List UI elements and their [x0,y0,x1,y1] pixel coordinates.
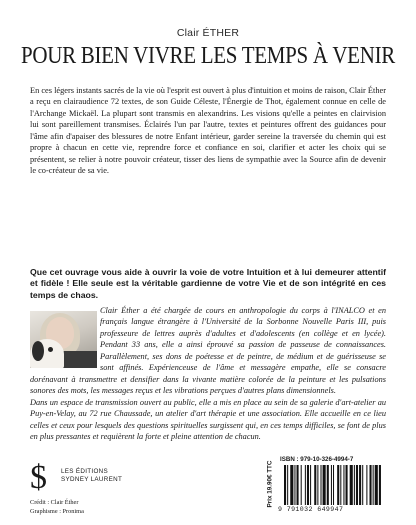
barcode-bar [284,465,286,505]
barcode-bar [356,465,358,505]
barcode-bar [290,465,293,505]
barcode-bar [350,465,353,505]
barcode [284,465,382,505]
barcode-bar [301,465,302,505]
barcode-bar [343,465,344,505]
publisher-name [61,468,122,484]
barcode-bar [320,465,321,505]
barcode-bar [379,465,381,505]
barcode-bar [369,465,371,505]
author-biography [30,305,386,442]
barcode-bar [333,465,334,505]
barcode-bar [323,465,326,505]
barcode-bar [337,465,339,505]
price-text: Prix 19.90€ TTC [266,460,274,508]
graphics-credit: Graphisme : Pronima [30,507,84,515]
author-name: Clair ÉTHER [176,27,240,39]
barcode-bar [366,465,367,505]
barcode-bar [354,465,355,505]
barcode-bar [327,465,329,505]
barcode-bar [297,465,299,505]
barcode-bar [310,465,311,505]
barcode-bar [375,465,378,505]
barcode-bar [340,465,341,505]
barcode-bar [359,465,361,505]
barcode-bar [305,465,306,505]
price-label [265,455,275,513]
book-title: POUR BIEN VIVRE LES TEMPS À VENIR [21,41,395,69]
publisher-name-line-2: SYDNEY LAURENT [61,476,123,484]
barcode-digits: 9 791032 649947 [278,506,344,513]
barcode-bar [346,465,348,505]
barcode-bar [331,465,332,505]
barcode-bar [317,465,318,505]
intro-paragraph: En ces légers instants sacrés de la vie où l'esprit est ouvert à plus d'intuition et moins de raison, Clair Éther a reçu en clairaudience 72 textes, de son Guide Céleste, l'Énergie de Thot, également connue en celle de l'Archange Mickaël. La plupart sont transmis en alexandrins. Les visions qu'elle a peintes en clairvision lui sont pareillement transmises. Éclairés l'un par l'autre, textes et peintures offrent des guidances pour l'âme afin d'apaiser des blessures de notre Enfant intérieur, garder sereine la traversée du chemin qui est propre à chacun en cette vie, reprendre force et confiance en soi, clarifier et acter les choix qui se présentent, se relier à notre pouvoir créateur, tisser des liens de sympathie avec la Source afin de devenir le co-créateur de sa vie. [30,86,386,176]
barcode-bar [373,465,374,505]
highlight-paragraph: Que cet ouvrage vous aide à ouvrir la voie de votre Intuition et à lui demeurer attentif et fidèle ! Elle seule est la véritable gardienne de votre Vie et de son intégrité en ces temps de chaos. [30,267,386,300]
photo-credit: Crédit : Clair Éther [30,499,79,506]
publisher-name-line-1: LES ÉDITIONS [61,468,108,475]
photo-spacer [30,305,100,372]
barcode-bar [307,465,309,505]
biography-paragraph-2: Dans un espace de transmission ouvert au public, elle a mis en place au sein de sa galerie d'art-atelier au Puy-en-Velay, au 72 rue Chaussade, un atelier d'art thérapie et une association. Elle accueille en ce lieu celles et ceux pour lesquels des questions spirituelles surgissent qui, en ces temps difficiles, se font de plus en plus pressantes et requièrent la forte et pleine attention de chacun. [30,397,386,441]
biography-paragraph-1: Clair Éther a été chargée de cours en anthropologie du corps à l'INALCO et en français langue étrangère à l'Université de la Sorbonne Nouvelle Paris III, puis professeure de lettres auprès d'adultes et d'adolescents (en collège et en lycée). Pendant 33 ans, elle a ainsi éprouvé sa passion de passeuse de connaissances. Parallèlement, ses dons de poétesse et de peintre, de médium et de guérisseuse se sont affinés. Expérienceuse de l'âme et messagère empathe, elle se consacre dorénavant à transmettre et densifier dans la vivante matière colorée de la peinture et les pulsations sonores des mots, les messages reçus et les vibrations perçues d'autres plans dimensionnels. [30,306,386,396]
barcode-bar [287,465,288,505]
credits [30,499,84,517]
barcode-area [276,456,386,516]
barcode-bar [294,465,295,505]
isbn-label: ISBN : 979-10-326-4994-7 [280,456,354,463]
publisher-logo-icon: $ [30,459,47,496]
barcode-bar [314,465,316,505]
barcode-bar [362,465,363,505]
